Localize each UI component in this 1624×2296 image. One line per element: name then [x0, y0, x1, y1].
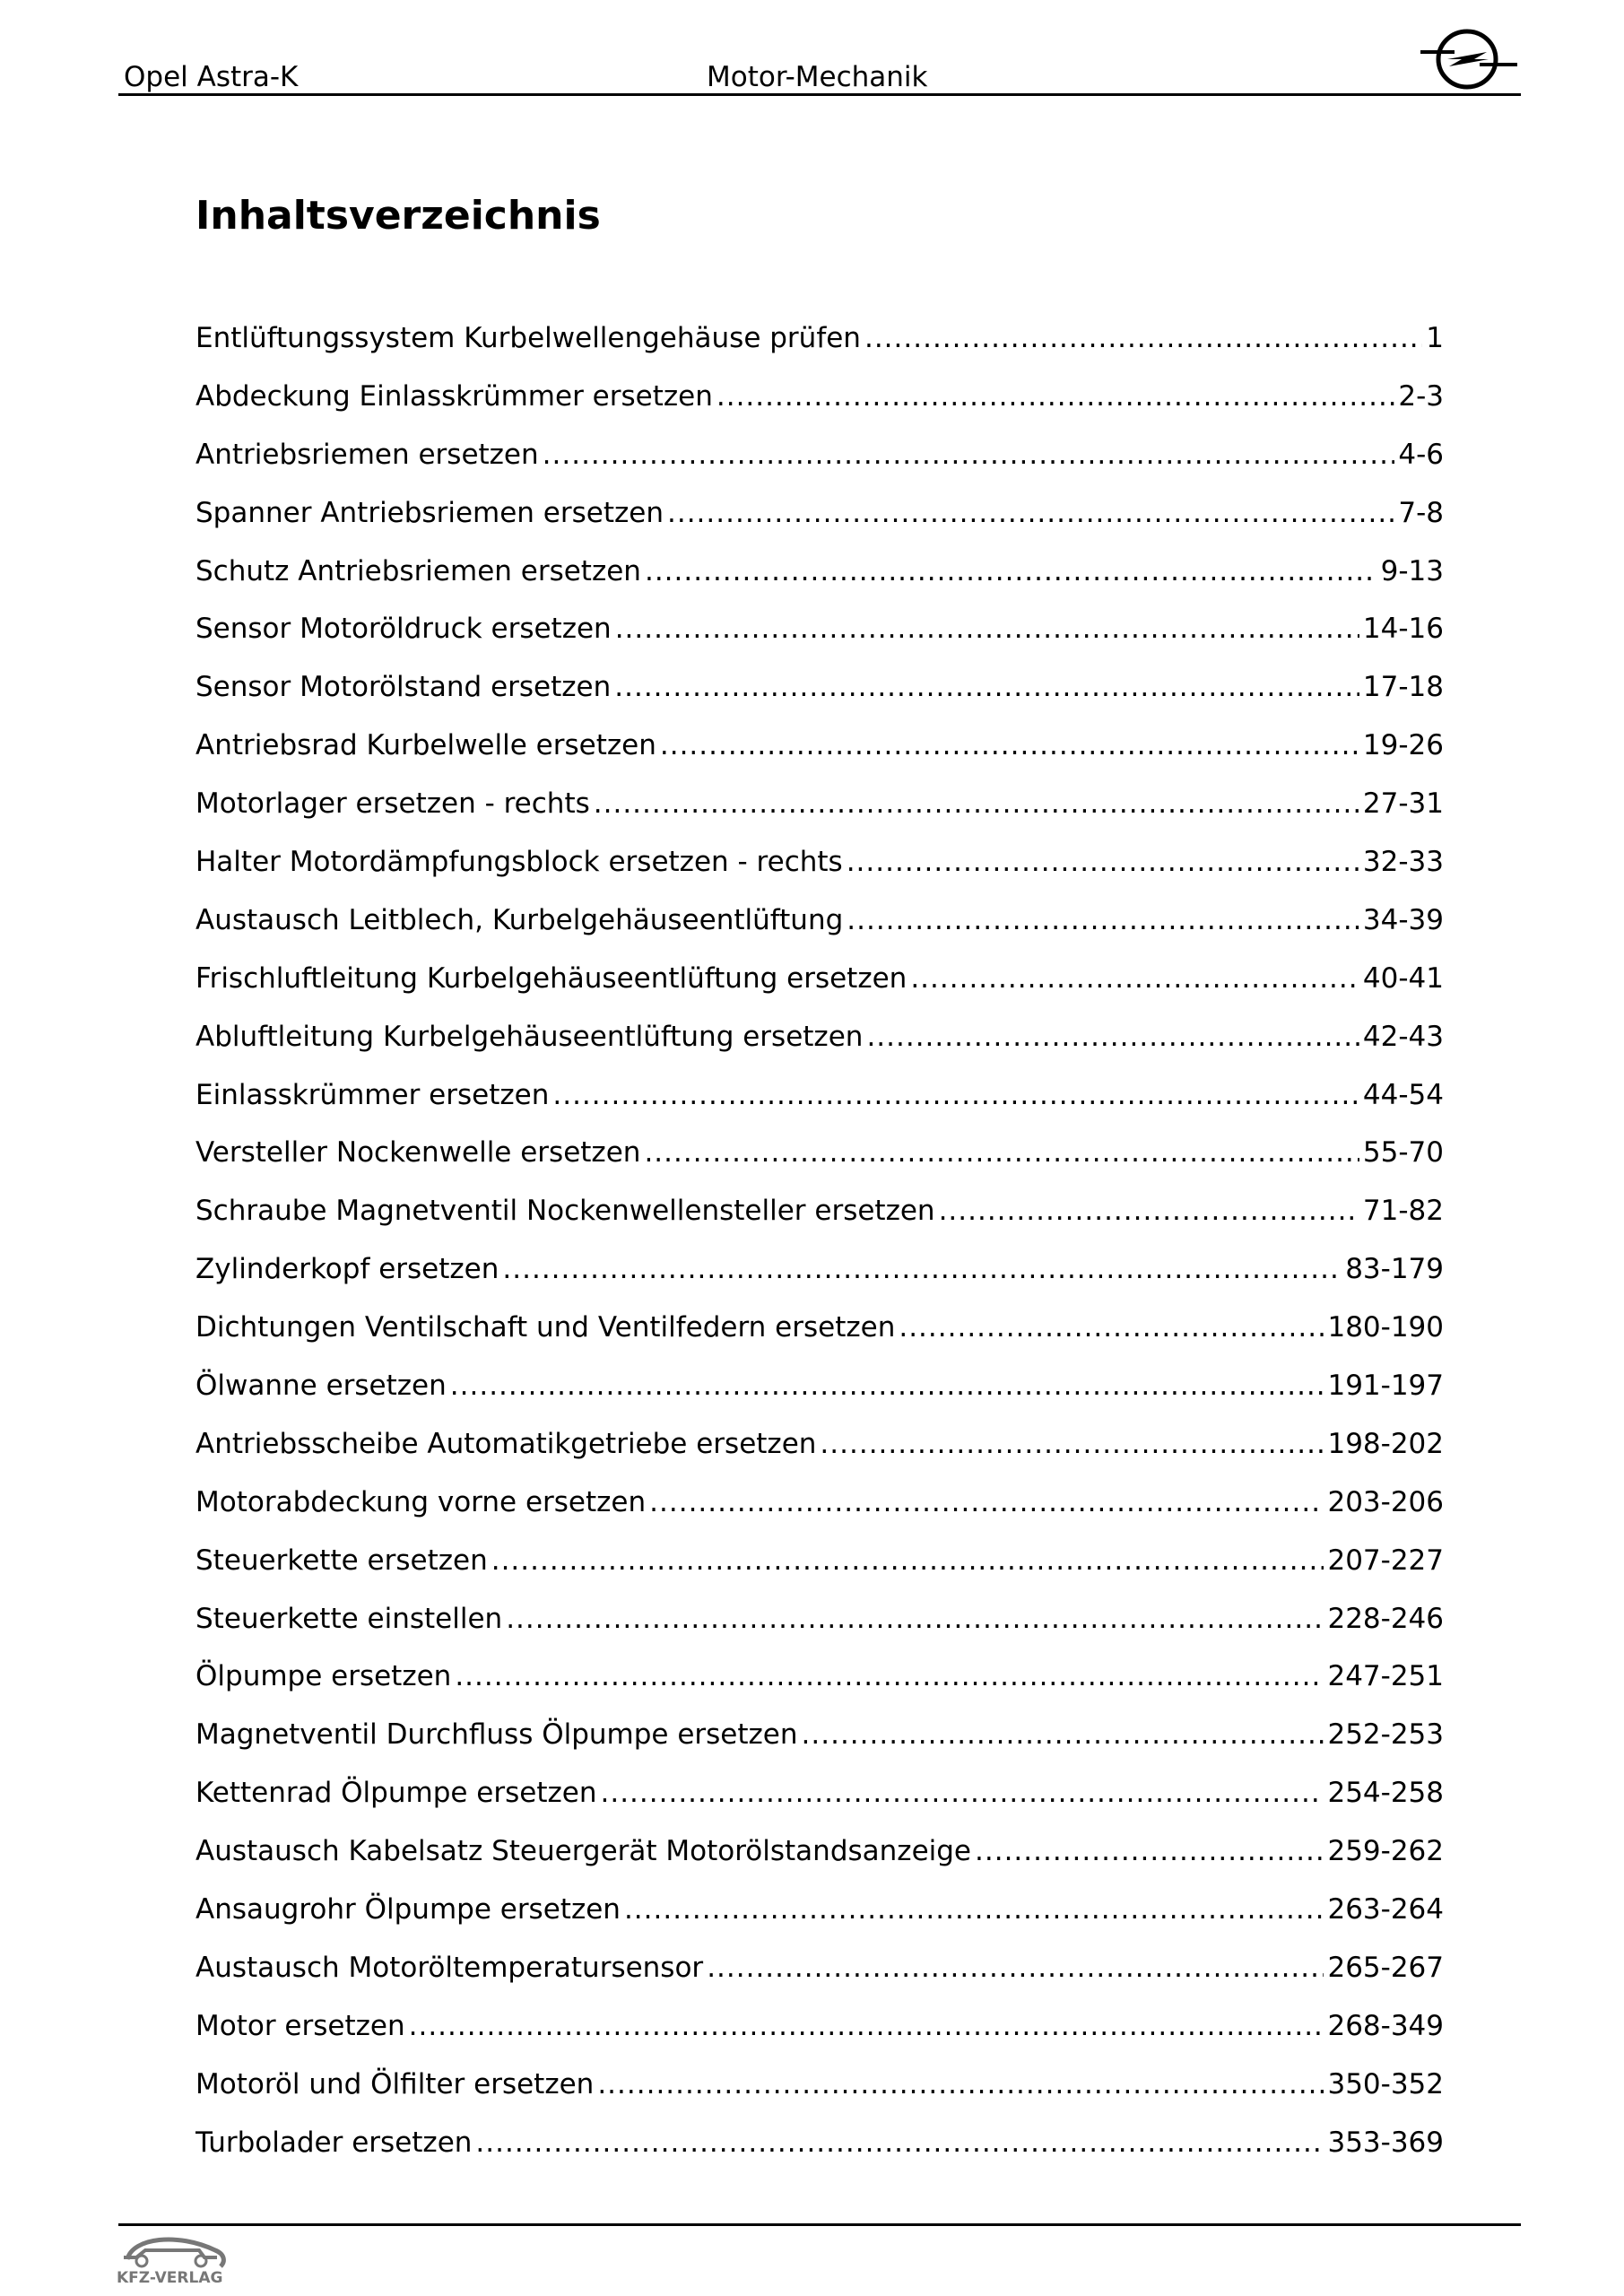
toc-entry-pages: 191-197: [1327, 1370, 1444, 1403]
toc-entry-title: Motor ersetzen: [195, 2009, 405, 2042]
toc-entry-pages: 9-13: [1380, 554, 1444, 587]
toc-entry[interactable]: [195, 1892, 1444, 1950]
toc-entry-title: Motorlager ersetzen - rechts: [195, 787, 590, 821]
toc-entry-title: Sensor Motorölstand ersetzen: [195, 671, 612, 704]
toc-entry-title: Einlasskrümmer ersetzen: [195, 1078, 550, 1111]
toc-leader-dots: [645, 553, 1377, 589]
toc-entry-title: Magnetventil Durchfluss Ölpumpe ersetzen: [195, 1718, 798, 1752]
toc-entry-pages: 263-264: [1327, 1893, 1444, 1926]
toc-entry[interactable]: [195, 786, 1444, 844]
toc-entry-pages: 19-26: [1362, 729, 1444, 762]
toc-entry-title: Abluftleitung Kurbelgehäuseentlüftung ersetzen: [195, 1020, 864, 1053]
toc-leader-dots: [614, 669, 1359, 705]
toc-entry[interactable]: [195, 1658, 1444, 1717]
toc-entry-pages: 55-70: [1362, 1136, 1444, 1170]
toc-leader-dots: [624, 1892, 1324, 1927]
toc-entry[interactable]: [195, 1309, 1444, 1368]
toc-entry[interactable]: [195, 553, 1444, 612]
toc-entry-title: Zylinderkopf ersetzen: [195, 1253, 499, 1286]
toc-entry[interactable]: [195, 1775, 1444, 1833]
toc-leader-dots: [866, 1019, 1359, 1055]
toc-entry[interactable]: [195, 727, 1444, 786]
toc-entry[interactable]: [195, 902, 1444, 961]
toc-entry-title: Antriebsriemen ersetzen: [195, 438, 539, 471]
toc-entry-pages: 350-352: [1327, 2067, 1444, 2100]
toc-entry-pages: 247-251: [1327, 1660, 1444, 1693]
footer-rule: [118, 2223, 1521, 2226]
toc-entry-pages: 268-349: [1327, 2009, 1444, 2042]
toc-entry[interactable]: [195, 669, 1444, 727]
toc-entry[interactable]: [195, 1368, 1444, 1426]
toc-leader-dots: [601, 1775, 1324, 1811]
toc-entry[interactable]: [195, 2008, 1444, 2066]
toc-entry-pages: 17-18: [1362, 671, 1444, 704]
toc-leader-dots: [455, 1658, 1324, 1694]
toc-entry[interactable]: [195, 378, 1444, 437]
toc-entry[interactable]: [195, 320, 1444, 378]
toc-entry-pages: 207-227: [1327, 1544, 1444, 1577]
toc-entry[interactable]: [195, 961, 1444, 1019]
toc-leader-dots: [899, 1309, 1324, 1345]
toc-entry-pages: 265-267: [1327, 1951, 1444, 1984]
toc-entry[interactable]: [195, 1543, 1444, 1601]
header-rule: [118, 93, 1521, 96]
toc-entry[interactable]: [195, 1601, 1444, 1659]
toc-entry-title: Sensor Motoröldruck ersetzen: [195, 613, 612, 646]
toc-entry-pages: 2-3: [1398, 379, 1444, 413]
toc-entry-title: Ansaugrohr Ölpumpe ersetzen: [195, 1893, 621, 1926]
toc-leader-dots: [450, 1368, 1324, 1404]
toc-entry[interactable]: [195, 1484, 1444, 1543]
table-of-contents: [195, 320, 1444, 2183]
toc-entry[interactable]: [195, 2066, 1444, 2125]
toc-leader-dots: [707, 1950, 1324, 1986]
toc-leader-dots: [667, 495, 1394, 531]
toc-entry-title: Steuerkette einstellen: [195, 1602, 503, 1635]
toc-entry[interactable]: [195, 1077, 1444, 1135]
toc-entry-pages: 353-369: [1327, 2126, 1444, 2159]
toc-entry[interactable]: [195, 2125, 1444, 2183]
toc-leader-dots: [649, 1484, 1324, 1520]
toc-entry-title: Motoröl und Ölfilter ersetzen: [195, 2067, 595, 2100]
toc-entry-title: Ölwanne ersetzen: [195, 1370, 447, 1403]
toc-entry-pages: 27-31: [1362, 787, 1444, 821]
toc-entry-pages: 14-16: [1362, 613, 1444, 646]
toc-entry-title: Frischluftleitung Kurbelgehäuseentlüftung ersetzen: [195, 961, 908, 995]
toc-entry-title: Entlüftungssystem Kurbelwellengehäuse prüfen: [195, 322, 861, 354]
toc-entry-title: Spanner Antriebsriemen ersetzen: [195, 496, 664, 529]
toc-entry-title: Halter Motordämpfungsblock ersetzen - rechts: [195, 846, 843, 879]
toc-leader-dots: [864, 320, 1422, 356]
toc-entry-title: Motorabdeckung vorne ersetzen: [195, 1485, 647, 1518]
toc-entry[interactable]: [195, 1135, 1444, 1193]
toc-leader-dots: [975, 1833, 1324, 1869]
toc-leader-dots: [409, 2008, 1324, 2044]
toc-entry[interactable]: [195, 1251, 1444, 1309]
toc-entry-pages: 252-253: [1327, 1718, 1444, 1752]
toc-entry-pages: 71-82: [1362, 1195, 1444, 1228]
toc-entry-pages: 4-6: [1398, 438, 1444, 471]
toc-entry-title: Antriebsscheibe Automatikgetriebe ersetzen: [195, 1427, 817, 1460]
toc-entry-pages: 44-54: [1362, 1078, 1444, 1111]
toc-leader-dots: [802, 1717, 1324, 1752]
toc-entry-title: Steuerkette ersetzen: [195, 1544, 488, 1577]
toc-entry[interactable]: [195, 844, 1444, 902]
toc-leader-dots: [644, 1135, 1359, 1170]
toc-entry-title: Kettenrad Ölpumpe ersetzen: [195, 1777, 597, 1810]
toc-entry-pages: 34-39: [1362, 903, 1444, 936]
toc-leader-dots: [939, 1193, 1359, 1229]
toc-leader-dots: [506, 1601, 1324, 1637]
toc-entry-title: Dichtungen Ventilschaft und Ventilfedern ersetzen: [195, 1311, 896, 1344]
toc-entry[interactable]: [195, 1193, 1444, 1251]
toc-leader-dots: [847, 902, 1359, 938]
toc-entry[interactable]: [195, 1019, 1444, 1077]
toc-entry-pages: 180-190: [1327, 1311, 1444, 1344]
toc-entry[interactable]: [195, 611, 1444, 669]
toc-entry-pages: 7-8: [1398, 496, 1444, 529]
toc-entry-pages: 254-258: [1327, 1777, 1444, 1810]
toc-leader-dots: [543, 437, 1395, 473]
toc-entry-pages: 83-179: [1345, 1253, 1444, 1286]
toc-entry-pages: 32-33: [1362, 846, 1444, 879]
page-title: Inhaltsverzeichnis: [195, 193, 601, 239]
toc-leader-dots: [491, 1543, 1324, 1578]
toc-leader-dots: [660, 727, 1359, 763]
header-left-title: Opel Astra-K: [124, 61, 299, 93]
toc-leader-dots: [475, 2125, 1324, 2161]
toc-entry-title: Versteller Nockenwelle ersetzen: [195, 1136, 641, 1170]
toc-entry-title: Schutz Antriebsriemen ersetzen: [195, 554, 641, 587]
toc-leader-dots: [910, 961, 1359, 996]
toc-entry-title: Austausch Motoröltemperatursensor: [195, 1951, 704, 1984]
toc-entry[interactable]: [195, 1717, 1444, 1775]
toc-entry-title: Turbolader ersetzen: [195, 2126, 473, 2159]
toc-entry[interactable]: [195, 1426, 1444, 1484]
toc-entry-title: Austausch Kabelsatz Steuergerät Motorölstandsanzeige: [195, 1835, 972, 1868]
opel-logo-icon: [1419, 25, 1519, 93]
toc-entry-title: Ölpumpe ersetzen: [195, 1660, 452, 1693]
toc-leader-dots: [847, 844, 1359, 880]
publisher-logo-label: KFZ-VERLAG: [117, 2269, 223, 2287]
toc-leader-dots: [502, 1251, 1342, 1287]
toc-entry-pages: 203-206: [1327, 1485, 1444, 1518]
toc-entry[interactable]: [195, 1950, 1444, 2008]
toc-entry-title: Antriebsrad Kurbelwelle ersetzen: [195, 729, 656, 762]
toc-leader-dots: [597, 2066, 1324, 2102]
toc-leader-dots: [820, 1426, 1324, 1462]
toc-entry-pages: 198-202: [1327, 1427, 1444, 1460]
toc-leader-dots: [594, 786, 1359, 822]
toc-entry-pages: 228-246: [1327, 1602, 1444, 1635]
toc-entry-title: Austausch Leitblech, Kurbelgehäuseentlüftung: [195, 903, 844, 936]
toc-entry[interactable]: [195, 437, 1444, 495]
toc-leader-dots: [615, 611, 1359, 647]
toc-entry-pages: 42-43: [1362, 1020, 1444, 1053]
toc-entry-pages: 40-41: [1362, 961, 1444, 995]
toc-entry[interactable]: [195, 1833, 1444, 1892]
toc-entry-pages: 259-262: [1327, 1835, 1444, 1868]
toc-entry-title: Schraube Magnetventil Nockenwellensteller ersetzen: [195, 1195, 935, 1228]
toc-entry-pages: 1: [1426, 322, 1444, 354]
header-center-title: Motor-Mechanik: [707, 61, 928, 93]
toc-leader-dots: [552, 1077, 1359, 1113]
toc-entry-title: Abdeckung Einlasskrümmer ersetzen: [195, 379, 713, 413]
toc-leader-dots: [716, 378, 1394, 414]
toc-entry[interactable]: [195, 495, 1444, 553]
